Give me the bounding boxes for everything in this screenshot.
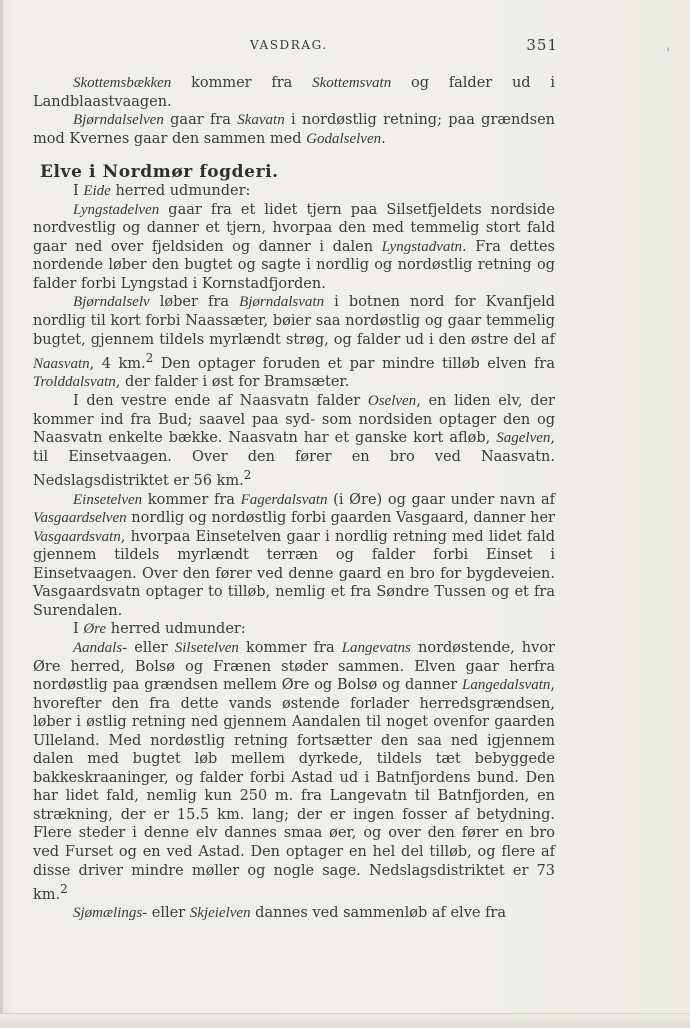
lake-name: Naasvatn <box>33 355 90 372</box>
district-name: Øre <box>83 621 107 638</box>
lake-name: Langedalsvatn <box>462 677 551 694</box>
paragraph-bjorndalselven <box>33 111 555 148</box>
text: i botnen nord for Kvanfjeld nordlig til kort forbi Naassæter, bøier saa nordøstlig og gaar temmelig bugtet, gjennem tildels myrlændt strøg, og falder ud i den østre del af <box>33 294 555 348</box>
river-name: Godalselven <box>306 130 382 147</box>
text: , en liden elv, der kommer ind fra Bud; saavel paa syd- som nordsiden optager den og Naasvatn enkelte bække. Naasvatn har et ganske kort afløb, <box>33 393 555 447</box>
text: kommer fra <box>171 75 313 91</box>
text: nordøstende, hvor Øre herred, Bolsø og Frænen støder sammen. Elven gaar herfra nordøstlig paa grændsen mellem Øre og Bolsø og danner <box>33 639 555 694</box>
text: , der falder i øst for Bramsæter. <box>115 374 350 391</box>
paragraph-einsetelven <box>33 491 555 621</box>
lake-name: Vasgaardsvatn <box>33 528 121 545</box>
lake-name: Trolddalsvatn <box>33 374 116 391</box>
page-number: 351 <box>526 36 558 54</box>
text: herred udmunder: <box>106 621 246 638</box>
text: løber fra <box>149 294 240 311</box>
text: dannes ved sammenløb af elve fra <box>250 905 507 922</box>
page-header <box>0 36 690 61</box>
paragraph-skottemsbaekken <box>33 74 555 111</box>
section-heading: Elve i Nordmør fogderi. <box>40 162 279 183</box>
river-name: Skjeielven <box>189 905 251 922</box>
paragraph-ore-intro <box>33 620 555 639</box>
text: , til Einsetvaagen. Over den fører en bro ved Naasvatn. Nedslagsdistriktet er 56 km. <box>33 430 555 490</box>
text: kommer fra <box>142 491 241 508</box>
page-body <box>33 74 555 923</box>
river-name: Lyngstadelven <box>73 201 160 218</box>
paragraph-naasvatn <box>33 392 555 491</box>
lake-name: Bjørndalsvatn <box>239 294 325 311</box>
text: eller <box>127 639 175 656</box>
text: eller <box>147 905 190 922</box>
paragraph-bjorndalselv <box>33 293 555 392</box>
page-bottom-edge <box>0 1013 690 1028</box>
superscript: 2 <box>60 882 68 897</box>
river-name: Aandals- <box>73 639 128 656</box>
text: I <box>73 621 84 638</box>
river-name: Silsetelven <box>174 639 239 656</box>
text: I <box>73 183 84 200</box>
superscript: 2 <box>243 468 252 483</box>
paragraph-aandalselven <box>33 639 555 904</box>
text: kommer fra <box>238 639 342 656</box>
text: gaar fra et lidet tjern paa Silsetfjeldets nordside nordvestlig og danner et tjern, hvorpaa den med temmelig stort fald gaar ned over fjeldsiden og danner i dalen <box>33 201 555 255</box>
text: Den optager foruden et par mindre tilløb elven fra <box>153 355 556 372</box>
river-name: Bjørndalselv <box>73 294 150 311</box>
district-name: Eide <box>83 183 111 200</box>
lake-name: Langevatns <box>341 639 411 656</box>
river-name: Bjørndalselven <box>73 112 164 129</box>
river-name: Oselven <box>367 393 417 410</box>
text: . <box>381 130 386 147</box>
paragraph-eide-intro <box>33 182 555 201</box>
text: , hvorefter den fra dette vands østende forlader herredsgrændsen, løber i østlig retning ned gjennem Aandalen til noget ovenfor gaarden Ulleland. Med nordøstlig retning fortsætter den saa ned igjennem dalen med bugtet løb mellem dyrkede, tildels tæt bebyggede bakkeskraaninger, og falder forbi Astad ud i Batnfjordens bund. Den har lidet fald, nemlig kun 250 m. fra Langevatn til Batnfjorden, en strækning, der er 15.5 km. lang; der er ingen fosser af betydning. Flere steder i denne elv dannes smaa øer, og over den fører en bro ved Furset og en ved Astad. Den optager en hel del tilløb, og flere af disse driver mindre møller og nogle sage. Nedslagsdistriktet er 73 km. <box>33 677 555 903</box>
text: . Fra dettes nordende løber den bugtet og sagte i nordlig og nordøstlig retning og falder forbi Lyngstad i Kornstadfjorden. <box>33 238 555 292</box>
corner-mark: ' <box>666 46 670 61</box>
text: nordlig og nordøstlig forbi gaarden Vasgaard, danner her <box>126 510 555 527</box>
river-name: Sagelven <box>496 430 551 447</box>
text: , 4 km. <box>89 355 146 372</box>
text: I den vestre ende af Naasvatn falder <box>73 393 368 410</box>
superscript: 2 <box>145 351 154 366</box>
river-name: Skottemsbækken <box>73 75 172 91</box>
lake-name: Skottemsvatn <box>312 75 392 91</box>
lake-name: Lyngstadvatn <box>381 238 463 255</box>
lake-name: Fagerdalsvatn <box>240 491 328 508</box>
text: (i Øre) og gaar under navn af <box>327 491 555 508</box>
river-name: Sjømælings- <box>73 905 148 922</box>
river-name: Einsetelven <box>73 491 143 508</box>
text: , hvorpaa Einsetelven gaar i nordlig retning med lidet fald gjennem tildels myrlændt terræn og falder forbi Einset i Einsetvaagen. Over den fører ved denne gaard en bro for bygdeveien. Vasgaardsvatn optager to tilløb, nemlig et fra Søndre Tussen og et fra Surendalen. <box>33 528 555 619</box>
paragraph-sjomaelingselven <box>33 904 555 923</box>
paragraph-lyngstadelven <box>33 201 555 294</box>
text: herred udmunder: <box>110 183 251 200</box>
text: og falder ud i Landblaastvaagen. <box>33 75 555 110</box>
text: i nordøstlig retning; paa grændsen mod Kvernes gaar den sammen med <box>33 112 555 147</box>
lake-name: Skavatn <box>237 112 285 129</box>
text: gaar fra <box>163 112 238 129</box>
page-left-edge <box>0 0 3 1028</box>
river-name: Vasgaardselven <box>33 510 127 527</box>
running-head: VASDRAG. <box>250 38 328 52</box>
